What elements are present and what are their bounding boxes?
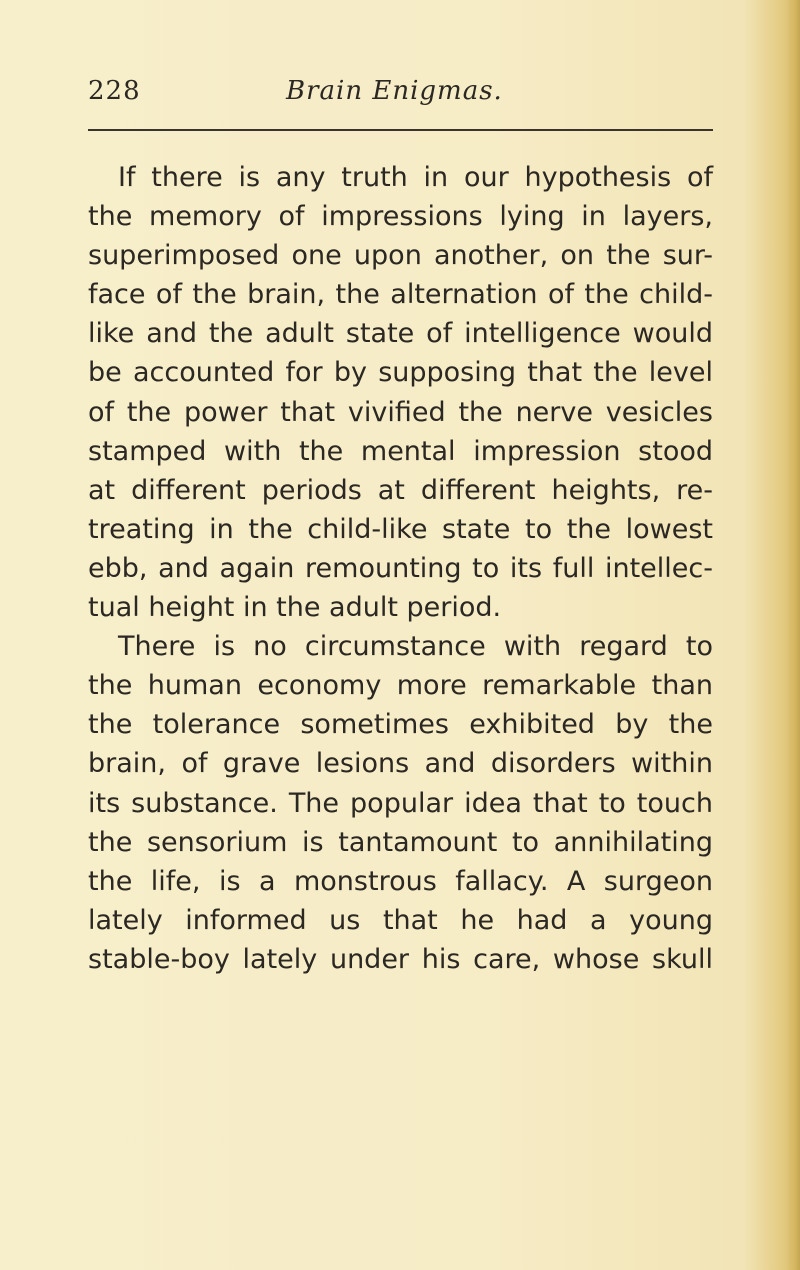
text-line: of the power that vivified the nerve vesicles	[88, 396, 713, 428]
text-line: brain, of grave lesions and disorders within	[88, 748, 713, 780]
page-edge-shadow	[786, 0, 800, 1270]
body-text	[88, 158, 713, 979]
paragraph-2	[88, 627, 713, 979]
text-line: face of the brain, the alternation of the child-	[88, 279, 713, 311]
text-line: treating in the child-like state to the lowest	[88, 513, 713, 545]
text-line: the life, is a monstrous fallacy. A surgeon	[88, 865, 713, 897]
text-line: stable-boy lately under his care, whose skull	[88, 943, 713, 975]
text-line: the memory of impressions lying in layers,	[88, 201, 713, 233]
text-line: the sensorium is tantamount to annihilating	[88, 826, 713, 858]
text-line: the tolerance sometimes exhibited by the	[88, 709, 713, 741]
text-line: at different periods at different heights, re-	[88, 474, 713, 506]
text-line: If there is any truth in our hypothesis of	[118, 162, 713, 193]
text-line: be accounted for by supposing that the level	[88, 357, 713, 389]
text-line: superimposed one upon another, on the sur-	[88, 240, 713, 272]
page-number: 228	[88, 76, 141, 106]
text-line: There is no circumstance with regard to	[118, 631, 713, 663]
text-line: like and the adult state of intelligence would	[88, 318, 713, 350]
header-rule	[88, 129, 713, 131]
text-line: the human economy more remarkable than	[88, 670, 713, 702]
paragraph-1	[88, 158, 713, 627]
running-head	[88, 76, 713, 116]
text-line: stamped with the mental impression stood	[88, 435, 713, 467]
running-title: Brain Enigmas.	[286, 76, 503, 106]
text-line: its substance. The popular idea that to touch	[88, 787, 713, 819]
text-line: tual height in the adult period.	[88, 592, 502, 624]
text-line: ebb, and again remounting to its full intellec-	[88, 552, 713, 584]
text-line: lately informed us that he had a young	[88, 904, 713, 936]
